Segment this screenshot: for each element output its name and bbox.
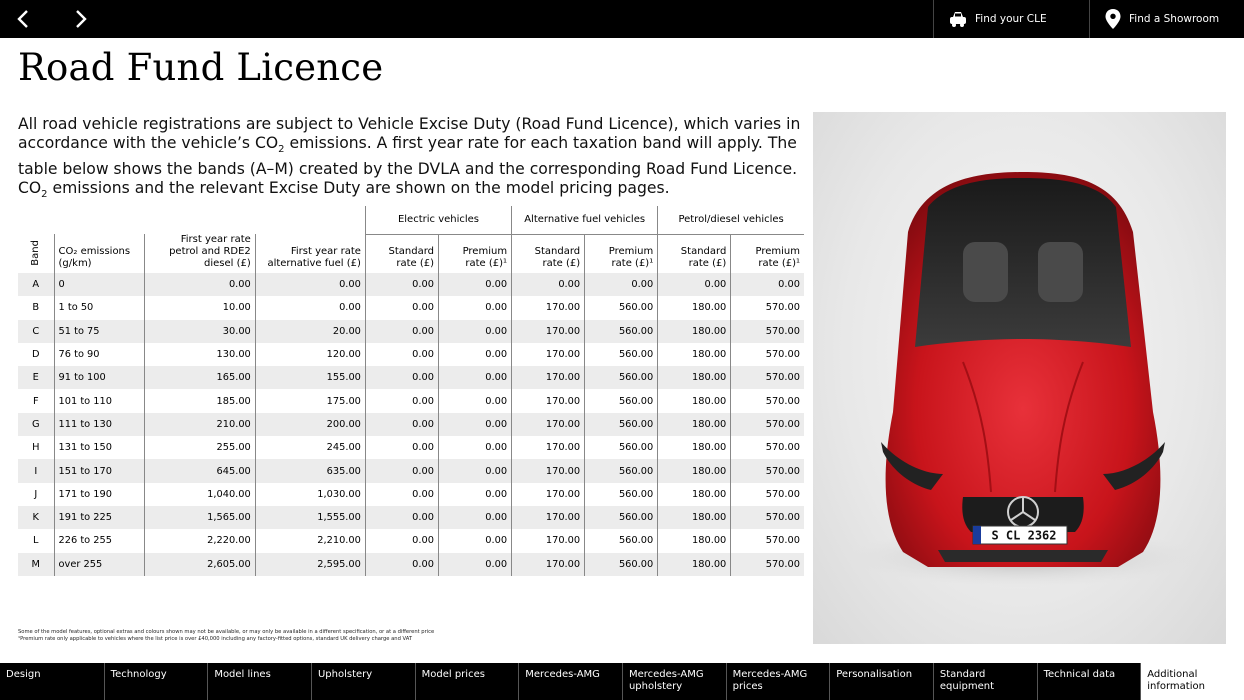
co2-cell: 76 to 90 xyxy=(54,343,144,366)
alternative-standard-cell: 170.00 xyxy=(512,506,585,529)
alternative-premium-cell: 560.00 xyxy=(585,413,658,436)
petrol-standard-cell: 180.00 xyxy=(658,459,731,482)
co2-cell: 0 xyxy=(54,273,144,296)
band-cell: J xyxy=(34,488,38,500)
first-year-petrol-cell: 165.00 xyxy=(144,366,255,389)
alternative-standard-cell: 170.00 xyxy=(512,413,585,436)
electric-premium-cell: 0.00 xyxy=(438,506,511,529)
first-year-alternative-cell: 2,210.00 xyxy=(255,529,365,552)
electric-standard-cell: 0.00 xyxy=(365,273,438,296)
bottom-nav-mercedes-amg-upholstery[interactable]: Mercedes-AMG upholstery xyxy=(622,663,726,700)
alternative-premium-cell: 560.00 xyxy=(585,506,658,529)
intro-subscript-1: 2 xyxy=(278,143,285,155)
petrol-premium-cell: 570.00 xyxy=(731,343,804,366)
table-row xyxy=(18,366,804,389)
first-year-petrol-cell: 1,040.00 xyxy=(144,483,255,506)
electric-standard-cell: 0.00 xyxy=(365,296,438,319)
column-header-petrol-standard: Standard rate (£) xyxy=(658,234,731,273)
table-row xyxy=(18,436,804,459)
petrol-standard-cell: 180.00 xyxy=(658,483,731,506)
petrol-premium-cell: 570.00 xyxy=(731,320,804,343)
first-year-alternative-cell: 0.00 xyxy=(255,296,365,319)
co2-cell: 91 to 100 xyxy=(54,366,144,389)
car-image xyxy=(813,112,1226,644)
electric-standard-cell: 0.00 xyxy=(365,436,438,459)
column-header-petrol-premium: Premium rate (£)¹ xyxy=(731,234,804,273)
footnote-line-1: Some of the model features, optional extras and colours shown may not be available, or may only be available in a different specification, or at a different price xyxy=(18,629,435,635)
alternative-premium-cell: 560.00 xyxy=(585,366,658,389)
band-cell: D xyxy=(31,349,40,361)
first-year-alternative-cell: 200.00 xyxy=(255,413,365,436)
alternative-standard-cell: 170.00 xyxy=(512,553,585,576)
petrol-standard-cell: 180.00 xyxy=(658,436,731,459)
intro-paragraph xyxy=(18,115,803,204)
petrol-standard-cell: 180.00 xyxy=(658,413,731,436)
petrol-premium-cell: 570.00 xyxy=(731,553,804,576)
electric-premium-cell: 0.00 xyxy=(438,436,511,459)
bottom-nav-technical-data[interactable]: Technical data xyxy=(1037,663,1141,700)
electric-standard-cell: 0.00 xyxy=(365,366,438,389)
electric-standard-cell: 0.00 xyxy=(365,389,438,412)
band-cell: A xyxy=(32,279,40,291)
band-cell: M xyxy=(31,558,40,570)
alternative-premium-cell: 560.00 xyxy=(585,459,658,482)
group-header-electric: Electric vehicles xyxy=(365,206,511,234)
band-cell: L xyxy=(33,535,39,547)
petrol-standard-cell: 180.00 xyxy=(658,529,731,552)
electric-premium-cell: 0.00 xyxy=(438,389,511,412)
alternative-standard-cell: 170.00 xyxy=(512,389,585,412)
petrol-premium-cell: 570.00 xyxy=(731,389,804,412)
first-year-alternative-cell: 1,030.00 xyxy=(255,483,365,506)
petrol-premium-cell: 570.00 xyxy=(731,296,804,319)
chevron-left-icon xyxy=(16,9,30,29)
petrol-premium-cell: 570.00 xyxy=(731,436,804,459)
petrol-premium-cell: 570.00 xyxy=(731,366,804,389)
table-row xyxy=(18,320,804,343)
column-header-co2: CO₂ emissions (g/km) xyxy=(54,234,144,273)
band-cell: B xyxy=(32,302,40,314)
co2-cell: 131 to 150 xyxy=(54,436,144,459)
first-year-alternative-cell: 20.00 xyxy=(255,320,365,343)
electric-premium-cell: 0.00 xyxy=(438,553,511,576)
first-year-petrol-cell: 0.00 xyxy=(144,273,255,296)
first-year-petrol-cell: 1,565.00 xyxy=(144,506,255,529)
bottom-nav-upholstery[interactable]: Upholstery xyxy=(311,663,415,700)
co2-cell: over 255 xyxy=(54,553,144,576)
group-header-alternative: Alternative fuel vehicles xyxy=(512,206,658,234)
electric-premium-cell: 0.00 xyxy=(438,343,511,366)
table-row xyxy=(18,343,804,366)
band-cell: F xyxy=(32,395,39,407)
petrol-standard-cell: 180.00 xyxy=(658,320,731,343)
electric-standard-cell: 0.00 xyxy=(365,553,438,576)
first-year-alternative-cell: 155.00 xyxy=(255,366,365,389)
first-year-alternative-cell: 245.00 xyxy=(255,436,365,459)
band-cell: H xyxy=(32,442,40,454)
table-row xyxy=(18,459,804,482)
bottom-nav-standard-equipment[interactable]: Standard equipment xyxy=(933,663,1037,700)
petrol-premium-cell: 570.00 xyxy=(731,413,804,436)
intro-text-3: emissions and the relevant Excise Duty are shown on the model pricing pages. xyxy=(47,178,670,197)
co2-cell: 111 to 130 xyxy=(54,413,144,436)
alternative-standard-cell: 170.00 xyxy=(512,483,585,506)
petrol-premium-cell: 570.00 xyxy=(731,506,804,529)
petrol-standard-cell: 180.00 xyxy=(658,366,731,389)
first-year-petrol-cell: 185.00 xyxy=(144,389,255,412)
map-pin-icon xyxy=(1104,8,1122,30)
bottom-nav-model-lines[interactable]: Model lines xyxy=(207,663,311,700)
group-header-petrol-diesel: Petrol/diesel vehicles xyxy=(658,206,804,234)
number-plate: S CL 2362 xyxy=(991,528,1057,543)
first-year-alternative-cell: 1,555.00 xyxy=(255,506,365,529)
bottom-nav-personalisation[interactable]: Personalisation xyxy=(829,663,933,700)
column-header-first-year-alternative: First year rate alternative fuel (£) xyxy=(255,234,365,273)
bottom-nav xyxy=(0,663,1244,700)
first-year-petrol-cell: 2,220.00 xyxy=(144,529,255,552)
alternative-premium-cell: 560.00 xyxy=(585,389,658,412)
band-cell: G xyxy=(31,418,40,430)
first-year-petrol-cell: 2,605.00 xyxy=(144,553,255,576)
previous-page-button[interactable] xyxy=(3,0,43,38)
electric-premium-cell: 0.00 xyxy=(438,413,511,436)
electric-standard-cell: 0.00 xyxy=(365,529,438,552)
electric-premium-cell: 0.00 xyxy=(438,483,511,506)
column-header-electric-standard: Standard rate (£) xyxy=(365,234,438,273)
table-row xyxy=(18,413,804,436)
intro-subscript-2: 2 xyxy=(41,188,48,200)
first-year-petrol-cell: 645.00 xyxy=(144,459,255,482)
first-year-alternative-cell: 0.00 xyxy=(255,273,365,296)
table-row xyxy=(18,506,804,529)
co2-cell: 191 to 225 xyxy=(54,506,144,529)
bottom-nav-mercedes-amg[interactable]: Mercedes-AMG xyxy=(518,663,622,700)
find-showroom-label: Find a Showroom xyxy=(1129,13,1220,25)
petrol-standard-cell: 180.00 xyxy=(658,506,731,529)
first-year-petrol-cell: 10.00 xyxy=(144,296,255,319)
electric-standard-cell: 0.00 xyxy=(365,459,438,482)
table-body xyxy=(18,273,804,576)
alternative-premium-cell: 560.00 xyxy=(585,320,658,343)
first-year-petrol-cell: 255.00 xyxy=(144,436,255,459)
electric-premium-cell: 0.00 xyxy=(438,296,511,319)
red-coupe-illustration xyxy=(813,112,1226,644)
co2-cell: 1 to 50 xyxy=(54,296,144,319)
electric-premium-cell: 0.00 xyxy=(438,529,511,552)
band-cell: K xyxy=(32,512,39,524)
first-year-petrol-cell: 30.00 xyxy=(144,320,255,343)
column-header-electric-premium: Premium rate (£)¹ xyxy=(438,234,511,273)
petrol-standard-cell: 0.00 xyxy=(658,273,731,296)
electric-premium-cell: 0.00 xyxy=(438,459,511,482)
footnote-line-2: ¹Premium rate only applicable to vehicles where the list price is over £40,000 including any factory-fitted options, standard UK delivery charge and VAT xyxy=(18,636,413,642)
alternative-standard-cell: 170.00 xyxy=(512,436,585,459)
band-cell: I xyxy=(34,465,38,477)
alternative-standard-cell: 170.00 xyxy=(512,296,585,319)
alternative-premium-cell: 560.00 xyxy=(585,343,658,366)
footnote xyxy=(18,628,518,644)
electric-standard-cell: 0.00 xyxy=(365,343,438,366)
alternative-standard-cell: 170.00 xyxy=(512,459,585,482)
alternative-premium-cell: 0.00 xyxy=(585,273,658,296)
table-row xyxy=(18,296,804,319)
petrol-standard-cell: 180.00 xyxy=(658,389,731,412)
table-row xyxy=(18,529,804,552)
table-row xyxy=(18,273,804,296)
first-year-alternative-cell: 635.00 xyxy=(255,459,365,482)
alternative-premium-cell: 560.00 xyxy=(585,553,658,576)
next-page-button[interactable] xyxy=(61,0,101,38)
first-year-petrol-cell: 210.00 xyxy=(144,413,255,436)
table-row xyxy=(18,483,804,506)
co2-cell: 151 to 170 xyxy=(54,459,144,482)
group-header-spacer xyxy=(18,206,365,234)
petrol-premium-cell: 0.00 xyxy=(731,273,804,296)
bottom-nav-mercedes-amg-prices[interactable]: Mercedes-AMG prices xyxy=(726,663,830,700)
alternative-standard-cell: 170.00 xyxy=(512,366,585,389)
electric-premium-cell: 0.00 xyxy=(438,320,511,343)
electric-standard-cell: 0.00 xyxy=(365,483,438,506)
alternative-premium-cell: 560.00 xyxy=(585,529,658,552)
table-column-header-row xyxy=(18,234,804,273)
petrol-premium-cell: 570.00 xyxy=(731,529,804,552)
find-your-cle-link[interactable] xyxy=(933,0,1089,38)
alternative-premium-cell: 560.00 xyxy=(585,483,658,506)
alternative-standard-cell: 0.00 xyxy=(512,273,585,296)
bottom-nav-design[interactable]: Design xyxy=(6,669,41,680)
alternative-standard-cell: 170.00 xyxy=(512,529,585,552)
vehicle-excise-duty-table xyxy=(18,206,804,576)
intro-text-1: All road vehicle registrations are subject to Vehicle Excise Duty (Road Fund Licence), which varies in accordance with the vehicle’s CO xyxy=(18,115,801,152)
bottom-nav-technology[interactable]: Technology xyxy=(104,663,208,700)
column-header-first-year-petrol: First year rate petrol and RDE2 diesel (£) xyxy=(144,234,255,273)
alternative-premium-cell: 560.00 xyxy=(585,296,658,319)
bottom-nav-model-prices[interactable]: Model prices xyxy=(415,663,519,700)
electric-standard-cell: 0.00 xyxy=(365,320,438,343)
table-group-header-row xyxy=(18,206,804,234)
petrol-standard-cell: 180.00 xyxy=(658,343,731,366)
find-showroom-link[interactable] xyxy=(1089,0,1244,38)
alternative-premium-cell: 560.00 xyxy=(585,436,658,459)
first-year-alternative-cell: 175.00 xyxy=(255,389,365,412)
alternative-standard-cell: 170.00 xyxy=(512,343,585,366)
electric-standard-cell: 0.00 xyxy=(365,413,438,436)
electric-premium-cell: 0.00 xyxy=(438,366,511,389)
petrol-standard-cell: 180.00 xyxy=(658,553,731,576)
page-title: Road Fund Licence xyxy=(18,46,384,89)
co2-cell: 226 to 255 xyxy=(54,529,144,552)
find-your-cle-label: Find your CLE xyxy=(975,13,1047,25)
first-year-alternative-cell: 2,595.00 xyxy=(255,553,365,576)
column-header-band: Band xyxy=(29,240,41,266)
bottom-nav-additional-information[interactable]: Additional information xyxy=(1140,663,1244,700)
column-header-alternative-premium: Premium rate (£)¹ xyxy=(585,234,658,273)
band-cell: C xyxy=(32,325,40,337)
first-year-petrol-cell: 130.00 xyxy=(144,343,255,366)
petrol-premium-cell: 570.00 xyxy=(731,483,804,506)
car-seat-icon xyxy=(948,9,968,29)
table-row xyxy=(18,389,804,412)
electric-standard-cell: 0.00 xyxy=(365,506,438,529)
column-header-alternative-standard: Standard rate (£) xyxy=(512,234,585,273)
intro-text-2: emissions. A first year rate for each taxation band will apply. The table below shows the bands (A–M) created by the DVLA and the corresponding Road Fund Licence. CO xyxy=(18,133,798,197)
co2-cell: 51 to 75 xyxy=(54,320,144,343)
first-year-alternative-cell: 120.00 xyxy=(255,343,365,366)
co2-cell: 101 to 110 xyxy=(54,389,144,412)
petrol-premium-cell: 570.00 xyxy=(731,459,804,482)
band-cell: E xyxy=(32,372,39,384)
chevron-right-icon xyxy=(74,9,88,29)
petrol-standard-cell: 180.00 xyxy=(658,296,731,319)
alternative-standard-cell: 170.00 xyxy=(512,320,585,343)
co2-cell: 171 to 190 xyxy=(54,483,144,506)
top-bar xyxy=(0,0,1244,38)
electric-premium-cell: 0.00 xyxy=(438,273,511,296)
table-row xyxy=(18,553,804,576)
